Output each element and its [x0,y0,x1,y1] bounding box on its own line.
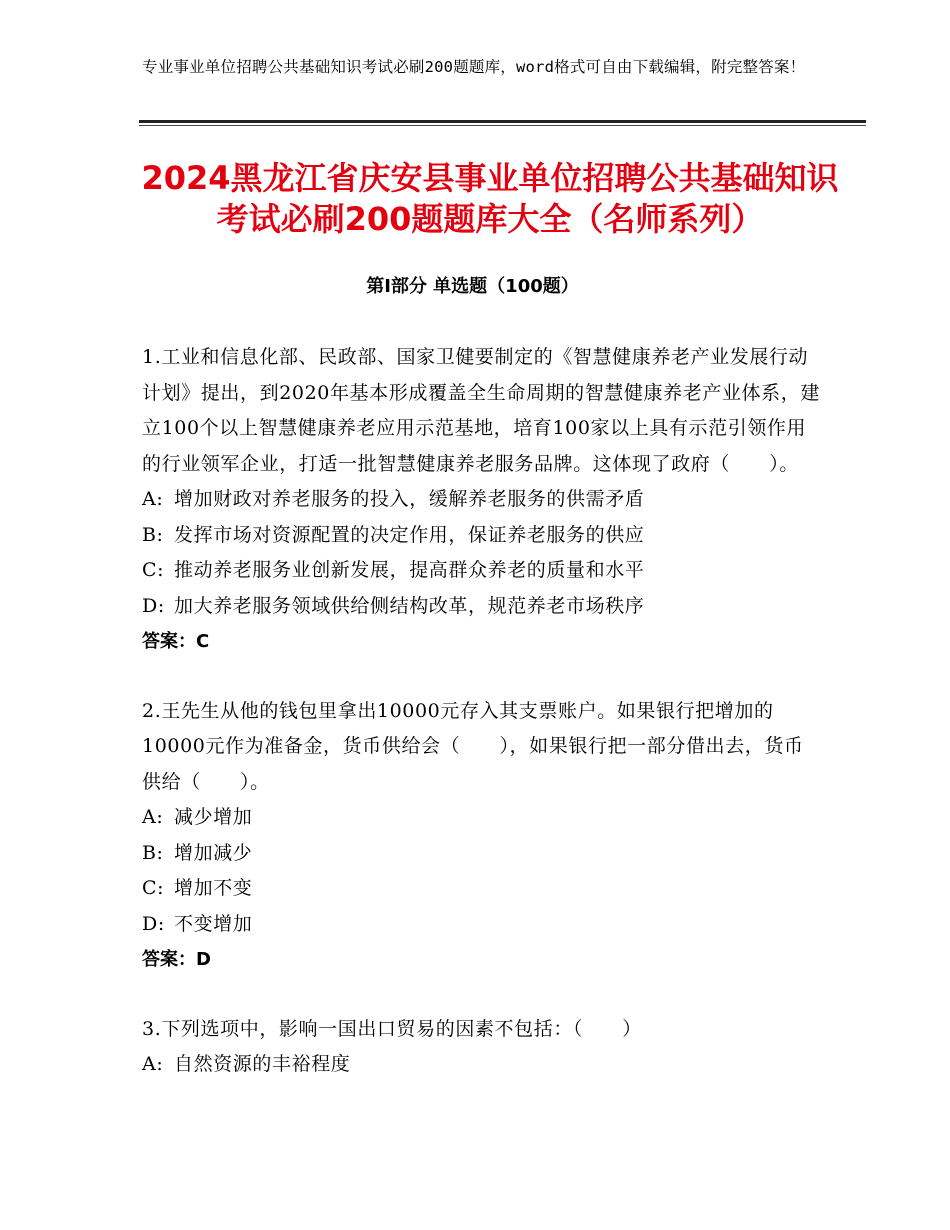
option-text: 增加不变 [174,877,253,899]
option-letter: C: [142,559,165,581]
header-note: 专业事业单位招聘公共基础知识考试必刷200题题库，word格式可自由下载编辑，附完整答案！ [142,58,806,76]
header-divider [139,120,866,126]
document-title: 2024黑龙江省庆安县事业单位招聘公共基础知识考试必刷200题题库大全（名师系列） [141,159,839,238]
option-letter: D: [142,594,165,617]
option-text: 增加减少 [174,841,253,864]
option-c [142,553,822,589]
option-text: 推动养老服务业创新发展，提高群众养老的质量和水平 [174,559,645,581]
option-a [142,1047,822,1083]
option-letter: B: [142,841,164,864]
option-b [142,836,822,872]
option-d [142,589,822,625]
option-d [142,907,822,943]
option-a [142,482,822,518]
option-letter: B: [142,523,164,546]
question-list [142,340,822,1117]
option-letter: A: [142,1053,164,1075]
option-letter: A: [142,806,164,828]
header-divider-thin [139,125,866,126]
option-text: 增加财政对养老服务的投入，缓解养老服务的供需矛盾 [174,488,645,510]
question-stem: 1.工业和信息化部、民政部、国家卫健要制定的《智慧健康养老产业发展行动计划》提出，到2020年基本形成覆盖全生命周期的智慧健康养老产业体系，建立100个以上智慧健康养老应用示范基地，培育100家以上具有示范引领作用的行业领军企业，打适一批智慧健康养老服务品牌。这体现了政府（ ）。 [142,346,820,475]
question-2 [142,694,822,978]
header-divider-thick [139,120,866,123]
answer: 答案：C [142,631,210,652]
option-text: 发挥市场对资源配置的决定作用，保证养老服务的供应 [174,523,645,546]
option-text: 减少增加 [174,806,253,828]
option-c [142,871,822,907]
question-1 [142,340,822,660]
option-letter: C: [142,877,165,899]
part-title: 第Ⅰ部分 单选题（100题） [366,276,579,297]
question-3 [142,1012,822,1083]
option-b [142,518,822,554]
question-stem: 3.下列选项中，影响一国出口贸易的因素不包括：（ ） [142,1017,642,1040]
question-stem: 2.王先生从他的钱包里拿出10000元存入其支票账户。如果银行把增加的10000元作为准备金，货币供给会（ ），如果银行把一部分借出去，货币供给（ ）。 [142,699,804,793]
option-text: 加大养老服务领域供给侧结构改革，规范养老市场秩序 [174,594,645,617]
option-text: 不变增加 [174,912,253,935]
option-text: 自然资源的丰裕程度 [174,1053,351,1075]
option-a [142,800,822,836]
option-letter: D: [142,912,165,935]
answer: 答案：D [142,949,211,970]
option-letter: A: [142,488,164,510]
